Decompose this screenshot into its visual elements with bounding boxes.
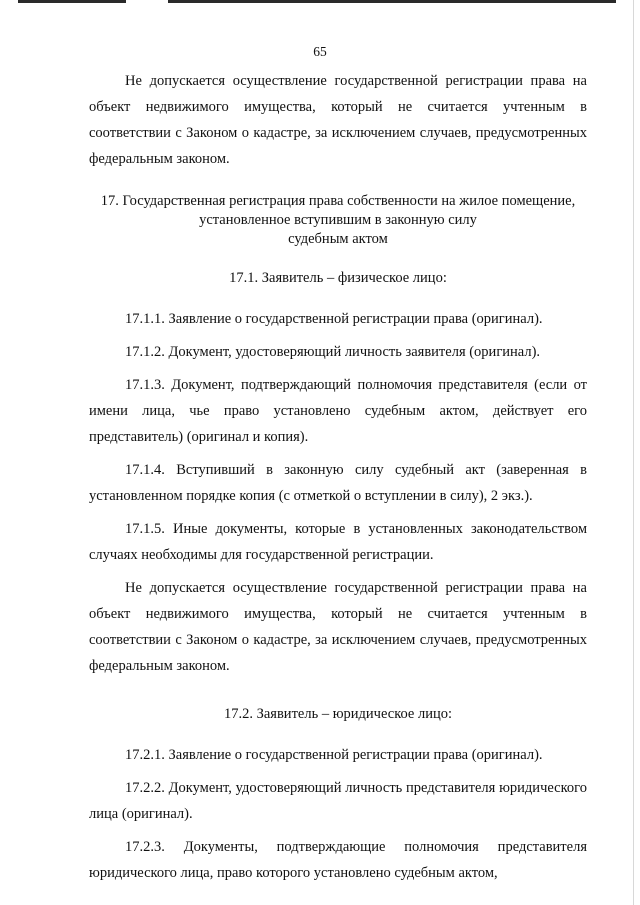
list-item: 17.1.2. Документ, удостоверяющий личность заявителя (оригинал). xyxy=(125,344,541,360)
note-paragraph: Не допускается осуществление государственной регистрации права на объект недвижимого имущества, который не считается учтенным в соответствии с Законом о кадастре, за исключением случаев, предусмотренных федеральным законом. xyxy=(89,580,587,674)
section-heading-line: 17. Государственная регистрация права собственности на жилое помещение, xyxy=(100,193,576,209)
list-item: 17.2.2. Документ, удостоверяющий личность представителя юридического лица (оригинал). xyxy=(89,780,587,822)
list-item: 17.1.5. Иные документы, которые в установленных законодательством случаях необходимы для государственной регистрации. xyxy=(89,521,587,563)
list-item: 17.1.3. Документ, подтверждающий полномочия представителя (если от имени лица, чье право установлено судебным актом, действует его представитель) (оригинал и копия). xyxy=(89,377,587,445)
subsection-title-legal-entity: 17.2. Заявитель – юридическое лицо: xyxy=(223,706,453,722)
scan-artifact-left xyxy=(18,0,126,3)
scan-artifact-right xyxy=(168,0,616,3)
section-heading-line: установленное вступившим в законную силу xyxy=(199,212,477,228)
section-heading-line: судебным актом xyxy=(288,231,388,247)
subsection-title-individual: 17.1. Заявитель – физическое лицо: xyxy=(229,270,447,286)
list-item: 17.2.3. Документы, подтверждающие полномочия представителя юридического лица, право которого установлено судебным актом, xyxy=(89,839,587,881)
section-heading xyxy=(89,192,587,249)
page-edge xyxy=(633,0,634,905)
document-body xyxy=(89,68,587,886)
list-item: 17.2.1. Заявление о государственной регистрации права (оригинал). xyxy=(125,747,543,763)
list-item: 17.1.1. Заявление о государственной регистрации права (оригинал). xyxy=(125,311,543,327)
intro-paragraph: Не допускается осуществление государственной регистрации права на объект недвижимого имущества, который не считается учтенным в соответствии с Законом о кадастре, за исключением случаев, предусмотренных федеральным законом. xyxy=(89,73,587,167)
page-number: 65 xyxy=(313,44,327,59)
list-item: 17.1.4. Вступивший в законную силу судебный акт (заверенная в установленном порядке копия (с отметкой о вступлении в силу), 2 экз.). xyxy=(89,462,587,504)
